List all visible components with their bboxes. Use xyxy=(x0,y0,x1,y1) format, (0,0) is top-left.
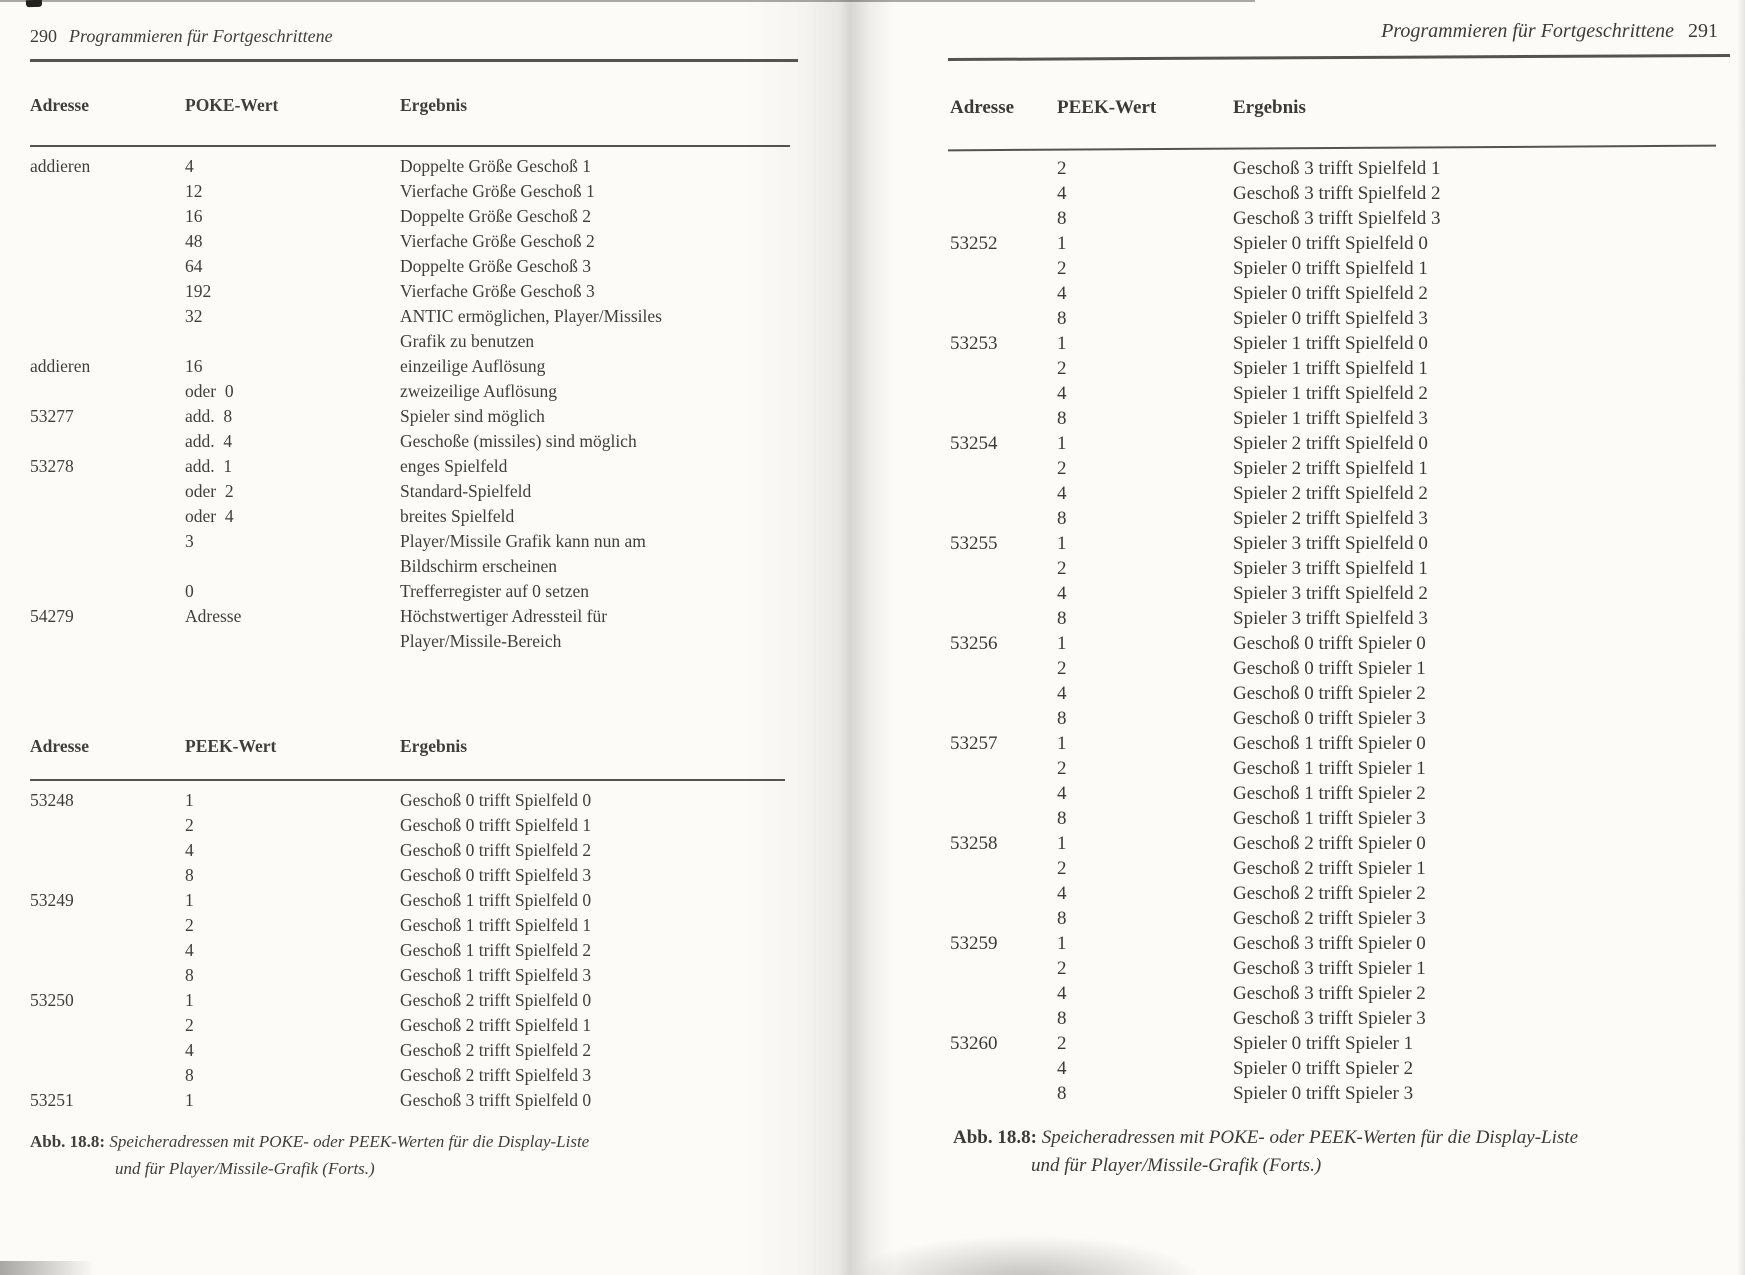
cell-wert: 4 xyxy=(1057,283,1067,304)
cell-ergebnis: Spieler 3 trifft Spielfeld 2 xyxy=(1233,583,1428,604)
cell-wert: 48 xyxy=(185,231,203,251)
cell-adresse: 53260 xyxy=(950,1033,998,1054)
table-row xyxy=(30,354,790,379)
table-row xyxy=(950,831,1725,856)
caption-text: Speicheradressen mit POKE- oder PEEK-Werten für die Display-Liste xyxy=(1041,1127,1579,1148)
cell-wert: 4 xyxy=(1057,683,1067,704)
poke-table-header xyxy=(30,93,770,118)
running-title: Programmieren für Fortgeschrittene xyxy=(69,26,333,46)
cell-ergebnis: Geschoß 1 trifft Spielfeld 1 xyxy=(400,915,592,935)
cell-ergebnis: Spieler 3 trifft Spielfeld 0 xyxy=(1233,533,1428,554)
cell-adresse: 53251 xyxy=(30,1090,74,1110)
table-row xyxy=(30,1013,790,1038)
table-row xyxy=(30,1038,790,1063)
cell-wert: oder 2 xyxy=(185,481,234,501)
cell-ergebnis: Geschoße (missiles) sind möglich xyxy=(400,431,637,451)
caption-text: Speicheradressen mit POKE- oder PEEK-Werten für die Display-Liste xyxy=(109,1132,590,1151)
cell-wert: 2 xyxy=(1057,158,1067,179)
cell-wert: Adresse xyxy=(185,606,242,626)
cell-ergebnis: Spieler 0 trifft Spielfeld 1 xyxy=(1233,258,1428,279)
table-row xyxy=(950,706,1725,731)
cell-ergebnis: Geschoß 3 trifft Spieler 2 xyxy=(1233,983,1426,1004)
column-header-adresse: Adresse xyxy=(950,97,1015,118)
cell-adresse: 53249 xyxy=(30,890,74,910)
cell-ergebnis: Geschoß 0 trifft Spielfeld 3 xyxy=(400,865,592,885)
table-row xyxy=(950,281,1725,306)
cell-adresse: 54279 xyxy=(30,606,74,626)
cell-wert: 4 xyxy=(1057,583,1067,604)
cell-ergebnis: Vierfache Größe Geschoß 3 xyxy=(400,281,595,301)
cell-ergebnis: Geschoß 3 trifft Spielfeld 3 xyxy=(1233,208,1441,229)
cell-ergebnis: Standard-Spielfeld xyxy=(400,481,532,501)
table-rule xyxy=(30,145,790,147)
cell-ergebnis: Geschoß 2 trifft Spieler 3 xyxy=(1233,908,1426,929)
cell-wert: 2 xyxy=(1057,458,1067,479)
cell-ergebnis: Spieler 1 trifft Spielfeld 3 xyxy=(1233,408,1428,429)
cell-ergebnis: Geschoß 0 trifft Spieler 1 xyxy=(1233,658,1426,679)
peek-table-header xyxy=(30,734,770,759)
cell-wert: 12 xyxy=(185,181,203,201)
table-row xyxy=(30,604,790,654)
cell-ergebnis: ANTIC ermöglichen, Player/Missiles Grafik zu benutzen xyxy=(400,306,662,351)
bottom-spine-shadow xyxy=(850,1236,1200,1275)
cell-ergebnis: Spieler 2 trifft Spielfeld 0 xyxy=(1233,433,1428,454)
cell-ergebnis: Höchstwertiger Adressteil für Player/Missile-Bereich xyxy=(400,606,608,651)
cell-wert: 1 xyxy=(1057,833,1067,854)
table-row xyxy=(950,931,1725,956)
column-header-adresse: Adresse xyxy=(30,736,89,756)
table-row xyxy=(950,306,1725,331)
cell-ergebnis: Spieler 0 trifft Spielfeld 3 xyxy=(1233,308,1428,329)
peek-table xyxy=(30,788,790,1113)
cell-ergebnis: Spieler 0 trifft Spieler 3 xyxy=(1233,1083,1414,1104)
table-row xyxy=(950,656,1725,681)
cell-adresse: 53257 xyxy=(950,733,998,754)
cell-wert: 4 xyxy=(185,940,194,960)
cell-wert: 8 xyxy=(1057,308,1067,329)
cell-wert: 4 xyxy=(185,840,194,860)
cell-wert: 8 xyxy=(1057,408,1067,429)
table-row xyxy=(950,756,1725,781)
cell-wert: 1 xyxy=(1057,333,1067,354)
cell-wert: 4 xyxy=(1057,383,1067,404)
table-row xyxy=(950,431,1725,456)
cell-ergebnis: Vierfache Größe Geschoß 1 xyxy=(400,181,595,201)
cell-adresse: 53255 xyxy=(950,533,998,554)
table-row xyxy=(30,379,790,404)
caption-label: Abb. 18.8: xyxy=(953,1127,1037,1148)
table-row xyxy=(950,956,1725,981)
cell-ergebnis: Spieler 2 trifft Spielfeld 2 xyxy=(1233,483,1428,504)
cell-wert: 2 xyxy=(185,1015,194,1035)
table-row xyxy=(950,906,1725,931)
cell-wert: 4 xyxy=(185,156,194,176)
cell-wert: 1 xyxy=(185,1090,194,1110)
cell-ergebnis: Geschoß 3 trifft Spieler 3 xyxy=(1233,1008,1426,1029)
cell-wert: 192 xyxy=(185,281,212,301)
cell-ergebnis: Geschoß 0 trifft Spieler 2 xyxy=(1233,683,1426,704)
cell-wert: 2 xyxy=(1057,758,1067,779)
column-header-peek-wert: PEEK-Wert xyxy=(1057,97,1157,118)
cell-wert: 1 xyxy=(1057,733,1067,754)
cell-ergebnis: Spieler 0 trifft Spieler 1 xyxy=(1233,1033,1414,1054)
table-row xyxy=(30,304,790,354)
cell-adresse: 53259 xyxy=(950,933,998,954)
cell-ergebnis: einzeilige Auflösung xyxy=(400,356,546,376)
cell-wert: 8 xyxy=(1057,1008,1067,1029)
column-header-adresse: Adresse xyxy=(30,95,89,115)
cell-ergebnis: Spieler 2 trifft Spielfeld 3 xyxy=(1233,508,1428,529)
cell-wert: add. 4 xyxy=(185,431,233,451)
cell-wert: 8 xyxy=(1057,508,1067,529)
table-row xyxy=(950,156,1725,181)
cell-ergebnis: Geschoß 3 trifft Spielfeld 0 xyxy=(400,1090,592,1110)
cell-adresse: 53250 xyxy=(30,990,74,1010)
table-row xyxy=(950,1006,1725,1031)
table-row xyxy=(30,988,790,1013)
header-rule xyxy=(30,59,798,62)
table-row xyxy=(950,631,1725,656)
cell-wert: add. 8 xyxy=(185,406,233,426)
cell-wert: 8 xyxy=(1057,908,1067,929)
cell-ergebnis: Geschoß 0 trifft Spielfeld 1 xyxy=(400,815,592,835)
column-header-ergebnis: Ergebnis xyxy=(400,736,468,756)
cell-wert: 4 xyxy=(1057,983,1067,1004)
cell-ergebnis: Geschoß 0 trifft Spieler 3 xyxy=(1233,708,1426,729)
cell-ergebnis: Doppelte Größe Geschoß 3 xyxy=(400,256,591,276)
cell-ergebnis: Spieler 2 trifft Spielfeld 1 xyxy=(1233,458,1428,479)
table-row xyxy=(30,479,790,504)
cell-wert: 2 xyxy=(1057,258,1067,279)
cell-ergebnis: Geschoß 1 trifft Spieler 2 xyxy=(1233,783,1426,804)
header-rule xyxy=(948,54,1730,61)
cell-ergebnis: Geschoß 2 trifft Spieler 1 xyxy=(1233,858,1426,879)
scan-artifact xyxy=(26,0,42,7)
table-rule xyxy=(948,145,1716,152)
cell-ergebnis: Spieler sind möglich xyxy=(400,406,545,426)
cell-wert: 8 xyxy=(1057,608,1067,629)
table-row xyxy=(30,529,790,579)
cell-adresse: 53253 xyxy=(950,333,998,354)
cell-ergebnis: Spieler 0 trifft Spielfeld 2 xyxy=(1233,283,1428,304)
table-row xyxy=(950,1031,1725,1056)
table-row xyxy=(30,279,790,304)
cell-ergebnis: breites Spielfeld xyxy=(400,506,515,526)
cell-wert: 4 xyxy=(1057,1058,1067,1079)
cell-ergebnis: Vierfache Größe Geschoß 2 xyxy=(400,231,595,251)
cell-adresse: 53278 xyxy=(30,456,74,476)
column-header-ergebnis: Ergebnis xyxy=(400,95,468,115)
cell-wert: 4 xyxy=(1057,883,1067,904)
cell-adresse: addieren xyxy=(30,356,91,376)
cell-wert: 8 xyxy=(185,965,194,985)
cell-adresse: 53256 xyxy=(950,633,998,654)
cell-ergebnis: Doppelte Größe Geschoß 2 xyxy=(400,206,591,226)
table-row xyxy=(950,606,1725,631)
cell-ergebnis: Trefferregister auf 0 setzen xyxy=(400,581,590,601)
table-row xyxy=(30,913,790,938)
cell-adresse: addieren xyxy=(30,156,91,176)
top-edge-scan-line xyxy=(0,0,1255,2)
table-row xyxy=(950,681,1725,706)
cell-wert: 8 xyxy=(1057,808,1067,829)
table-row xyxy=(30,254,790,279)
cell-wert: add. 1 xyxy=(185,456,233,476)
cell-ergebnis: Geschoß 3 trifft Spieler 1 xyxy=(1233,958,1426,979)
cell-wert: 16 xyxy=(185,356,203,376)
table-row xyxy=(30,579,790,604)
cell-wert: 0 xyxy=(185,581,194,601)
table-row xyxy=(30,154,790,179)
cell-wert: 2 xyxy=(185,915,194,935)
cell-ergebnis: Spieler 1 trifft Spielfeld 1 xyxy=(1233,358,1428,379)
cell-ergebnis: Geschoß 3 trifft Spieler 0 xyxy=(1233,933,1426,954)
cell-ergebnis: Spieler 1 trifft Spielfeld 2 xyxy=(1233,383,1428,404)
cell-ergebnis: Geschoß 2 trifft Spielfeld 2 xyxy=(400,1040,592,1060)
table-row xyxy=(30,179,790,204)
cell-ergebnis: Geschoß 1 trifft Spieler 3 xyxy=(1233,808,1426,829)
cell-ergebnis: Doppelte Größe Geschoß 1 xyxy=(400,156,591,176)
table-row xyxy=(950,256,1725,281)
cell-wert: 8 xyxy=(1057,1083,1067,1104)
cell-wert: 2 xyxy=(1057,358,1067,379)
cell-ergebnis: Geschoß 3 trifft Spielfeld 1 xyxy=(1233,158,1441,179)
cell-ergebnis: Spieler 3 trifft Spielfeld 1 xyxy=(1233,558,1428,579)
cell-adresse: 53277 xyxy=(30,406,74,426)
cell-wert: 4 xyxy=(1057,183,1067,204)
cell-ergebnis: Geschoß 1 trifft Spielfeld 2 xyxy=(400,940,592,960)
table-row xyxy=(950,506,1725,531)
cell-ergebnis: Geschoß 0 trifft Spielfeld 0 xyxy=(400,790,592,810)
cell-wert: 1 xyxy=(185,790,194,810)
cell-ergebnis: Geschoß 1 trifft Spielfeld 0 xyxy=(400,890,592,910)
cell-wert: 16 xyxy=(185,206,203,226)
cell-wert: 2 xyxy=(1057,1033,1067,1054)
cell-adresse: 53254 xyxy=(950,433,998,454)
cell-wert: 8 xyxy=(1057,708,1067,729)
table-row xyxy=(950,781,1725,806)
page-number: 290 xyxy=(30,26,57,46)
cell-ergebnis: Geschoß 2 trifft Spielfeld 1 xyxy=(400,1015,592,1035)
cell-wert: 1 xyxy=(1057,233,1067,254)
table-row xyxy=(950,856,1725,881)
table-row xyxy=(30,1088,790,1113)
cell-ergebnis: Geschoß 2 trifft Spielfeld 3 xyxy=(400,1065,592,1085)
table-row xyxy=(30,204,790,229)
caption-label: Abb. 18.8: xyxy=(30,1132,106,1151)
table-row xyxy=(950,331,1725,356)
cell-adresse: 53258 xyxy=(950,833,998,854)
table-row xyxy=(30,504,790,529)
table-row xyxy=(30,963,790,988)
table-row xyxy=(30,429,790,454)
figure-caption xyxy=(30,1128,720,1182)
table-row xyxy=(950,206,1725,231)
table-row xyxy=(30,813,790,838)
cell-wert: 8 xyxy=(185,865,194,885)
cell-wert: 8 xyxy=(185,1065,194,1085)
cell-adresse: 53248 xyxy=(30,790,74,810)
figure-caption xyxy=(953,1124,1723,1180)
table-row xyxy=(950,356,1725,381)
table-row xyxy=(950,531,1725,556)
table-row xyxy=(950,481,1725,506)
peek-table xyxy=(950,156,1725,1106)
cell-wert: 1 xyxy=(185,990,194,1010)
cell-ergebnis: Spieler 3 trifft Spielfeld 3 xyxy=(1233,608,1428,629)
cell-ergebnis: Geschoß 1 trifft Spieler 0 xyxy=(1233,733,1426,754)
cell-ergebnis: zweizeilige Auflösung xyxy=(400,381,557,401)
table-row xyxy=(30,863,790,888)
table-row xyxy=(30,788,790,813)
poke-table xyxy=(30,154,790,654)
cell-ergebnis: Geschoß 3 trifft Spielfeld 2 xyxy=(1233,183,1441,204)
cell-ergebnis: Geschoß 2 trifft Spieler 2 xyxy=(1233,883,1426,904)
column-header-peek-wert: PEEK-Wert xyxy=(185,736,277,756)
cell-wert: oder 0 xyxy=(185,381,234,401)
cell-wert: 1 xyxy=(1057,933,1067,954)
table-row xyxy=(30,1063,790,1088)
table-row xyxy=(950,556,1725,581)
table-row xyxy=(950,881,1725,906)
cell-wert: 1 xyxy=(1057,533,1067,554)
table-row xyxy=(950,581,1725,606)
cell-wert: 2 xyxy=(1057,558,1067,579)
column-header-poke-wert: POKE-Wert xyxy=(185,95,279,115)
cell-ergebnis: Spieler 1 trifft Spielfeld 0 xyxy=(1233,333,1428,354)
table-row xyxy=(950,406,1725,431)
table-row xyxy=(950,981,1725,1006)
table-row xyxy=(30,404,790,429)
cell-wert: 4 xyxy=(1057,483,1067,504)
cell-wert: oder 4 xyxy=(185,506,234,526)
right-edge-shadow xyxy=(1737,0,1745,1275)
cell-wert: 4 xyxy=(1057,783,1067,804)
table-row xyxy=(950,181,1725,206)
cell-wert: 1 xyxy=(185,890,194,910)
cell-wert: 2 xyxy=(185,815,194,835)
cell-ergebnis: Geschoß 2 trifft Spielfeld 0 xyxy=(400,990,592,1010)
cell-ergebnis: Geschoß 0 trifft Spielfeld 2 xyxy=(400,840,592,860)
cell-wert: 2 xyxy=(1057,958,1067,979)
bottom-left-scan-shadow xyxy=(0,1261,95,1275)
page-number: 291 xyxy=(1688,20,1718,42)
table-row xyxy=(950,456,1725,481)
cell-wert: 3 xyxy=(185,531,194,551)
cell-wert: 2 xyxy=(1057,858,1067,879)
cell-wert: 1 xyxy=(1057,633,1067,654)
cell-wert: 64 xyxy=(185,256,203,276)
table-row xyxy=(30,454,790,479)
table-row xyxy=(950,1056,1725,1081)
running-title: Programmieren für Fortgeschrittene xyxy=(1381,20,1674,42)
cell-ergebnis: enges Spielfeld xyxy=(400,456,508,476)
table-row xyxy=(30,838,790,863)
table-row xyxy=(30,938,790,963)
cell-wert: 4 xyxy=(185,1040,194,1060)
cell-ergebnis: Geschoß 1 trifft Spielfeld 3 xyxy=(400,965,592,985)
running-head-left xyxy=(30,26,333,47)
caption-text: und für Player/Missile-Grafik (Forts.) xyxy=(1031,1155,1322,1176)
column-header-ergebnis: Ergebnis xyxy=(1233,97,1306,118)
cell-ergebnis: Spieler 0 trifft Spielfeld 0 xyxy=(1233,233,1428,254)
cell-ergebnis: Spieler 0 trifft Spieler 2 xyxy=(1233,1058,1414,1079)
cell-wert: 2 xyxy=(1057,658,1067,679)
cell-ergebnis: Geschoß 0 trifft Spieler 0 xyxy=(1233,633,1426,654)
table-row xyxy=(950,806,1725,831)
cell-ergebnis: Player/Missile Grafik kann nun am Bildschirm erscheinen xyxy=(400,531,646,576)
table-row xyxy=(950,731,1725,756)
caption-text: und für Player/Missile-Grafik (Forts.) xyxy=(115,1159,375,1178)
running-head-right xyxy=(950,20,1718,43)
cell-ergebnis: Geschoß 1 trifft Spieler 1 xyxy=(1233,758,1426,779)
table-row xyxy=(30,229,790,254)
cell-wert: 1 xyxy=(1057,433,1067,454)
table-row xyxy=(950,381,1725,406)
cell-wert: 8 xyxy=(1057,208,1067,229)
table-row xyxy=(30,888,790,913)
cell-adresse: 53252 xyxy=(950,233,998,254)
table-row xyxy=(950,231,1725,256)
table-row xyxy=(950,1081,1725,1106)
cell-ergebnis: Geschoß 2 trifft Spieler 0 xyxy=(1233,833,1426,854)
table-rule xyxy=(30,779,785,781)
peek-table-header xyxy=(950,95,1718,120)
cell-wert: 32 xyxy=(185,306,203,326)
